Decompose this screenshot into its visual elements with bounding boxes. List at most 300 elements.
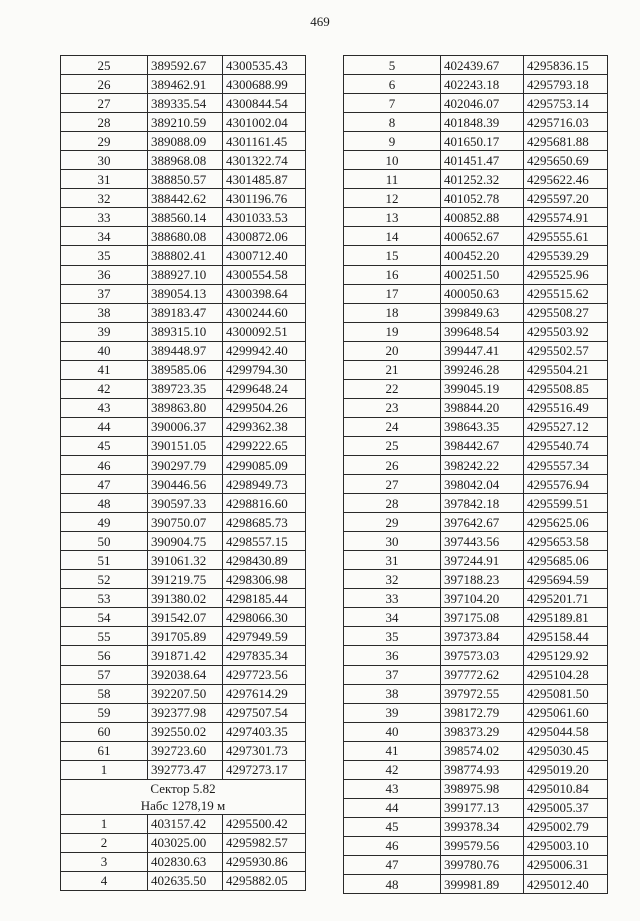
y-coordinate-cell: 4295694.59 (524, 570, 608, 589)
y-coordinate-cell: 4295836.15 (524, 56, 608, 75)
point-number-cell: 57 (61, 665, 148, 684)
table-row (344, 341, 608, 360)
x-coordinate-cell: 400852.88 (441, 208, 524, 227)
point-number-cell: 23 (344, 398, 441, 417)
x-coordinate-cell: 399378.34 (441, 817, 524, 836)
table-row (344, 455, 608, 474)
y-coordinate-cell: 4298685.73 (223, 513, 306, 532)
point-number-cell: 61 (61, 741, 148, 760)
page-number: 469 (310, 14, 330, 29)
y-coordinate-cell: 4300535.43 (223, 56, 306, 75)
point-number-cell: 18 (344, 303, 441, 322)
table-row (344, 303, 608, 322)
point-number-cell: 40 (61, 341, 148, 360)
point-number-cell: 49 (61, 513, 148, 532)
table-row (61, 208, 306, 227)
table-row (61, 455, 306, 474)
y-coordinate-cell: 4295930.86 (223, 852, 306, 871)
point-number-cell: 37 (61, 284, 148, 303)
x-coordinate-cell: 391380.02 (148, 589, 223, 608)
y-coordinate-cell: 4295716.03 (524, 113, 608, 132)
y-coordinate-cell: 4295129.92 (524, 646, 608, 665)
table-row (61, 284, 306, 303)
y-coordinate-cell: 4297301.73 (223, 741, 306, 760)
point-number-cell: 32 (344, 570, 441, 589)
table-row (61, 627, 306, 646)
x-coordinate-cell: 388927.10 (148, 265, 223, 284)
table-row (344, 398, 608, 417)
y-coordinate-cell: 4295681.88 (524, 132, 608, 151)
point-number-cell: 34 (344, 608, 441, 627)
y-coordinate-cell: 4295540.74 (524, 436, 608, 455)
y-coordinate-cell: 4295557.34 (524, 455, 608, 474)
x-coordinate-cell: 389723.35 (148, 379, 223, 398)
y-coordinate-cell: 4295201.71 (524, 589, 608, 608)
table-row (344, 56, 608, 75)
x-coordinate-cell: 389592.67 (148, 56, 223, 75)
y-coordinate-cell: 4295012.40 (524, 875, 608, 894)
y-coordinate-cell: 4295081.50 (524, 684, 608, 703)
y-coordinate-cell: 4295555.61 (524, 227, 608, 246)
point-number-cell: 10 (344, 151, 441, 170)
table-row (61, 494, 306, 513)
y-coordinate-cell: 4300872.06 (223, 227, 306, 246)
table-row (61, 94, 306, 113)
table-row (61, 379, 306, 398)
x-coordinate-cell: 390904.75 (148, 532, 223, 551)
point-number-cell: 16 (344, 265, 441, 284)
y-coordinate-cell: 4300244.60 (223, 303, 306, 322)
x-coordinate-cell: 389335.54 (148, 94, 223, 113)
point-number-cell: 41 (61, 360, 148, 379)
y-coordinate-cell: 4301322.74 (223, 151, 306, 170)
section-header-row (61, 779, 306, 814)
point-number-cell: 58 (61, 684, 148, 703)
point-number-cell: 1 (61, 760, 148, 779)
table-row (344, 855, 608, 874)
table-row (344, 684, 608, 703)
x-coordinate-cell: 392207.50 (148, 684, 223, 703)
point-number-cell: 7 (344, 94, 441, 113)
table-row (344, 151, 608, 170)
point-number-cell: 25 (344, 436, 441, 455)
point-number-cell: 2 (61, 833, 148, 852)
x-coordinate-cell: 401451.47 (441, 151, 524, 170)
table-row (344, 208, 608, 227)
y-coordinate-cell: 4295189.81 (524, 608, 608, 627)
point-number-cell: 42 (344, 760, 441, 779)
table-row (344, 817, 608, 836)
point-number-cell: 35 (61, 246, 148, 265)
table-row (61, 852, 306, 871)
y-coordinate-cell: 4295650.69 (524, 151, 608, 170)
table-row (61, 608, 306, 627)
table-row (61, 113, 306, 132)
y-coordinate-cell: 4297507.54 (223, 703, 306, 722)
x-coordinate-cell: 399849.63 (441, 303, 524, 322)
table-row (61, 360, 306, 379)
table-row (344, 703, 608, 722)
point-number-cell: 43 (344, 779, 441, 798)
table-row (61, 436, 306, 455)
x-coordinate-cell: 398442.67 (441, 436, 524, 455)
table-row (344, 417, 608, 436)
x-coordinate-cell: 399579.56 (441, 836, 524, 855)
y-coordinate-cell: 4297949.59 (223, 627, 306, 646)
x-coordinate-cell: 390006.37 (148, 417, 223, 436)
table-row (344, 760, 608, 779)
x-coordinate-cell: 389088.09 (148, 132, 223, 151)
y-coordinate-cell: 4299504.26 (223, 398, 306, 417)
point-number-cell: 43 (61, 398, 148, 417)
y-coordinate-cell: 4295010.84 (524, 779, 608, 798)
y-coordinate-cell: 4295500.42 (223, 814, 306, 833)
x-coordinate-cell: 399447.41 (441, 341, 524, 360)
table-row (61, 303, 306, 322)
x-coordinate-cell: 389315.10 (148, 322, 223, 341)
table-row (61, 75, 306, 94)
point-number-cell: 56 (61, 646, 148, 665)
x-coordinate-cell: 397175.08 (441, 608, 524, 627)
point-number-cell: 60 (61, 722, 148, 741)
x-coordinate-cell: 398242.22 (441, 455, 524, 474)
x-coordinate-cell: 402046.07 (441, 94, 524, 113)
y-coordinate-cell: 4295030.45 (524, 741, 608, 760)
table-row (61, 322, 306, 341)
table-row (344, 741, 608, 760)
y-coordinate-cell: 4295515.62 (524, 284, 608, 303)
table-row (344, 779, 608, 798)
table-row (344, 132, 608, 151)
point-number-cell: 20 (344, 341, 441, 360)
point-number-cell: 52 (61, 570, 148, 589)
table-row (344, 475, 608, 494)
table-row (344, 532, 608, 551)
x-coordinate-cell: 390297.79 (148, 455, 223, 474)
x-coordinate-cell: 399780.76 (441, 855, 524, 874)
point-number-cell: 27 (344, 475, 441, 494)
x-coordinate-cell: 390597.33 (148, 494, 223, 513)
x-coordinate-cell: 399648.54 (441, 322, 524, 341)
x-coordinate-cell: 397373.84 (441, 627, 524, 646)
point-number-cell: 3 (61, 852, 148, 871)
y-coordinate-cell: 4301002.04 (223, 113, 306, 132)
y-coordinate-cell: 4298430.89 (223, 551, 306, 570)
table-row (344, 322, 608, 341)
table-row (61, 589, 306, 608)
table-row (61, 665, 306, 684)
section-header (61, 779, 306, 814)
point-number-cell: 48 (344, 875, 441, 894)
table-row (61, 722, 306, 741)
y-coordinate-cell: 4295508.85 (524, 379, 608, 398)
point-number-cell: 38 (344, 684, 441, 703)
table-row (61, 227, 306, 246)
point-number-cell: 6 (344, 75, 441, 94)
x-coordinate-cell: 397842.18 (441, 494, 524, 513)
point-number-cell: 40 (344, 722, 441, 741)
y-coordinate-cell: 4295653.58 (524, 532, 608, 551)
point-number-cell: 53 (61, 589, 148, 608)
x-coordinate-cell: 403157.42 (148, 814, 223, 833)
x-coordinate-cell: 400050.63 (441, 284, 524, 303)
table-row (344, 570, 608, 589)
table-row (61, 703, 306, 722)
point-number-cell: 28 (61, 113, 148, 132)
table-row (344, 494, 608, 513)
x-coordinate-cell: 398574.02 (441, 741, 524, 760)
x-coordinate-cell: 398774.93 (441, 760, 524, 779)
y-coordinate-cell: 4298306.98 (223, 570, 306, 589)
point-number-cell: 48 (61, 494, 148, 513)
x-coordinate-cell: 401052.78 (441, 189, 524, 208)
table-row (61, 341, 306, 360)
y-coordinate-cell: 4295504.21 (524, 360, 608, 379)
table-row (344, 589, 608, 608)
table-row (61, 570, 306, 589)
point-number-cell: 12 (344, 189, 441, 208)
point-number-cell: 46 (344, 836, 441, 855)
x-coordinate-cell: 400452.20 (441, 246, 524, 265)
y-coordinate-cell: 4295793.18 (524, 75, 608, 94)
x-coordinate-cell: 389210.59 (148, 113, 223, 132)
point-number-cell: 51 (61, 551, 148, 570)
y-coordinate-cell: 4295525.96 (524, 265, 608, 284)
table-row (344, 875, 608, 894)
x-coordinate-cell: 397104.20 (441, 589, 524, 608)
table-row (61, 170, 306, 189)
point-number-cell: 5 (344, 56, 441, 75)
section-length: Набс 1278,19 м (140, 797, 226, 813)
table-row (344, 227, 608, 246)
point-number-cell: 47 (344, 855, 441, 874)
x-coordinate-cell: 389448.97 (148, 341, 223, 360)
point-number-cell: 33 (344, 589, 441, 608)
x-coordinate-cell: 389054.13 (148, 284, 223, 303)
table-row (61, 417, 306, 436)
x-coordinate-cell: 398373.29 (441, 722, 524, 741)
x-coordinate-cell: 391219.75 (148, 570, 223, 589)
point-number-cell: 29 (344, 513, 441, 532)
x-coordinate-cell: 390750.07 (148, 513, 223, 532)
y-coordinate-cell: 4300398.64 (223, 284, 306, 303)
x-coordinate-cell: 392773.47 (148, 760, 223, 779)
point-number-cell: 17 (344, 284, 441, 303)
point-number-cell: 21 (344, 360, 441, 379)
y-coordinate-cell: 4295503.92 (524, 322, 608, 341)
x-coordinate-cell: 391705.89 (148, 627, 223, 646)
table-row (344, 627, 608, 646)
point-number-cell: 59 (61, 703, 148, 722)
point-number-cell: 28 (344, 494, 441, 513)
table-row (61, 513, 306, 532)
table-row (344, 379, 608, 398)
table-row (61, 741, 306, 760)
point-number-cell: 50 (61, 532, 148, 551)
point-number-cell: 25 (61, 56, 148, 75)
point-number-cell: 9 (344, 132, 441, 151)
x-coordinate-cell: 399981.89 (441, 875, 524, 894)
point-number-cell: 26 (61, 75, 148, 94)
point-number-cell: 8 (344, 113, 441, 132)
table-row (344, 170, 608, 189)
point-number-cell: 44 (344, 798, 441, 817)
y-coordinate-cell: 4297273.17 (223, 760, 306, 779)
table-row (61, 871, 306, 890)
point-number-cell: 54 (61, 608, 148, 627)
x-coordinate-cell: 390446.56 (148, 475, 223, 494)
table-row (344, 284, 608, 303)
x-coordinate-cell: 397188.23 (441, 570, 524, 589)
point-number-cell: 32 (61, 189, 148, 208)
x-coordinate-cell: 397972.55 (441, 684, 524, 703)
table-row (61, 265, 306, 284)
point-number-cell: 45 (61, 436, 148, 455)
y-coordinate-cell: 4299648.24 (223, 379, 306, 398)
x-coordinate-cell: 397244.91 (441, 551, 524, 570)
x-coordinate-cell: 400652.67 (441, 227, 524, 246)
y-coordinate-cell: 4298066.30 (223, 608, 306, 627)
coordinates-table-left (60, 55, 306, 891)
x-coordinate-cell: 397443.56 (441, 532, 524, 551)
y-coordinate-cell: 4300844.54 (223, 94, 306, 113)
y-coordinate-cell: 4297614.29 (223, 684, 306, 703)
x-coordinate-cell: 388802.41 (148, 246, 223, 265)
y-coordinate-cell: 4295061.60 (524, 703, 608, 722)
table-row (61, 684, 306, 703)
y-coordinate-cell: 4300712.40 (223, 246, 306, 265)
point-number-cell: 19 (344, 322, 441, 341)
coordinates-table-right (343, 55, 608, 894)
section-title: Сектор 5.82 (150, 780, 216, 796)
y-coordinate-cell: 4301196.76 (223, 189, 306, 208)
y-coordinate-cell: 4297403.35 (223, 722, 306, 741)
point-number-cell: 35 (344, 627, 441, 646)
x-coordinate-cell: 392377.98 (148, 703, 223, 722)
y-coordinate-cell: 4298816.60 (223, 494, 306, 513)
point-number-cell: 45 (344, 817, 441, 836)
point-number-cell: 4 (61, 871, 148, 890)
y-coordinate-cell: 4295158.44 (524, 627, 608, 646)
x-coordinate-cell: 399177.13 (441, 798, 524, 817)
point-number-cell: 1 (61, 814, 148, 833)
point-number-cell: 11 (344, 170, 441, 189)
y-coordinate-cell: 4295044.58 (524, 722, 608, 741)
point-number-cell: 36 (344, 646, 441, 665)
y-coordinate-cell: 4295982.57 (223, 833, 306, 852)
x-coordinate-cell: 392723.60 (148, 741, 223, 760)
y-coordinate-cell: 4295019.20 (524, 760, 608, 779)
y-coordinate-cell: 4295539.29 (524, 246, 608, 265)
x-coordinate-cell: 403025.00 (148, 833, 223, 852)
x-coordinate-cell: 401848.39 (441, 113, 524, 132)
table-row (61, 132, 306, 151)
x-coordinate-cell: 397772.62 (441, 665, 524, 684)
table-row (344, 94, 608, 113)
point-number-cell: 55 (61, 627, 148, 646)
table-row (61, 56, 306, 75)
y-coordinate-cell: 4299942.40 (223, 341, 306, 360)
x-coordinate-cell: 401650.17 (441, 132, 524, 151)
point-number-cell: 30 (344, 532, 441, 551)
point-number-cell: 39 (344, 703, 441, 722)
table-row (61, 532, 306, 551)
y-coordinate-cell: 4298185.44 (223, 589, 306, 608)
y-coordinate-cell: 4295625.06 (524, 513, 608, 532)
y-coordinate-cell: 4297835.34 (223, 646, 306, 665)
y-coordinate-cell: 4295576.94 (524, 475, 608, 494)
x-coordinate-cell: 389863.80 (148, 398, 223, 417)
y-coordinate-cell: 4295005.37 (524, 798, 608, 817)
y-coordinate-cell: 4297723.56 (223, 665, 306, 684)
y-coordinate-cell: 4295002.79 (524, 817, 608, 836)
x-coordinate-cell: 399045.19 (441, 379, 524, 398)
table-row (61, 646, 306, 665)
y-coordinate-cell: 4295685.06 (524, 551, 608, 570)
y-coordinate-cell: 4295597.20 (524, 189, 608, 208)
point-number-cell: 14 (344, 227, 441, 246)
point-number-cell: 30 (61, 151, 148, 170)
point-number-cell: 36 (61, 265, 148, 284)
x-coordinate-cell: 388680.08 (148, 227, 223, 246)
point-number-cell: 37 (344, 665, 441, 684)
table-row (344, 75, 608, 94)
table-row (344, 551, 608, 570)
table-row (344, 722, 608, 741)
y-coordinate-cell: 4299222.65 (223, 436, 306, 455)
x-coordinate-cell: 389462.91 (148, 75, 223, 94)
x-coordinate-cell: 397642.67 (441, 513, 524, 532)
y-coordinate-cell: 4301485.87 (223, 170, 306, 189)
table-row (344, 608, 608, 627)
y-coordinate-cell: 4295006.31 (524, 855, 608, 874)
y-coordinate-cell: 4300092.51 (223, 322, 306, 341)
x-coordinate-cell: 389183.47 (148, 303, 223, 322)
point-number-cell: 22 (344, 379, 441, 398)
table-row (344, 646, 608, 665)
y-coordinate-cell: 4295574.91 (524, 208, 608, 227)
y-coordinate-cell: 4298949.73 (223, 475, 306, 494)
x-coordinate-cell: 401252.32 (441, 170, 524, 189)
table-row (344, 246, 608, 265)
x-coordinate-cell: 392038.64 (148, 665, 223, 684)
table-row (61, 814, 306, 833)
y-coordinate-cell: 4295003.10 (524, 836, 608, 855)
y-coordinate-cell: 4295104.28 (524, 665, 608, 684)
table-row (61, 475, 306, 494)
y-coordinate-cell: 4298557.15 (223, 532, 306, 551)
table-row (344, 265, 608, 284)
y-coordinate-cell: 4301033.53 (223, 208, 306, 227)
table-row (344, 436, 608, 455)
table-row (61, 760, 306, 779)
table-row (344, 513, 608, 532)
x-coordinate-cell: 402243.18 (441, 75, 524, 94)
point-number-cell: 31 (344, 551, 441, 570)
table-row (61, 246, 306, 265)
point-number-cell: 34 (61, 227, 148, 246)
y-coordinate-cell: 4295502.57 (524, 341, 608, 360)
point-number-cell: 33 (61, 208, 148, 227)
x-coordinate-cell: 388850.57 (148, 170, 223, 189)
x-coordinate-cell: 400251.50 (441, 265, 524, 284)
point-number-cell: 13 (344, 208, 441, 227)
x-coordinate-cell: 397573.03 (441, 646, 524, 665)
y-coordinate-cell: 4295622.46 (524, 170, 608, 189)
x-coordinate-cell: 388968.08 (148, 151, 223, 170)
x-coordinate-cell: 402635.50 (148, 871, 223, 890)
y-coordinate-cell: 4300554.58 (223, 265, 306, 284)
